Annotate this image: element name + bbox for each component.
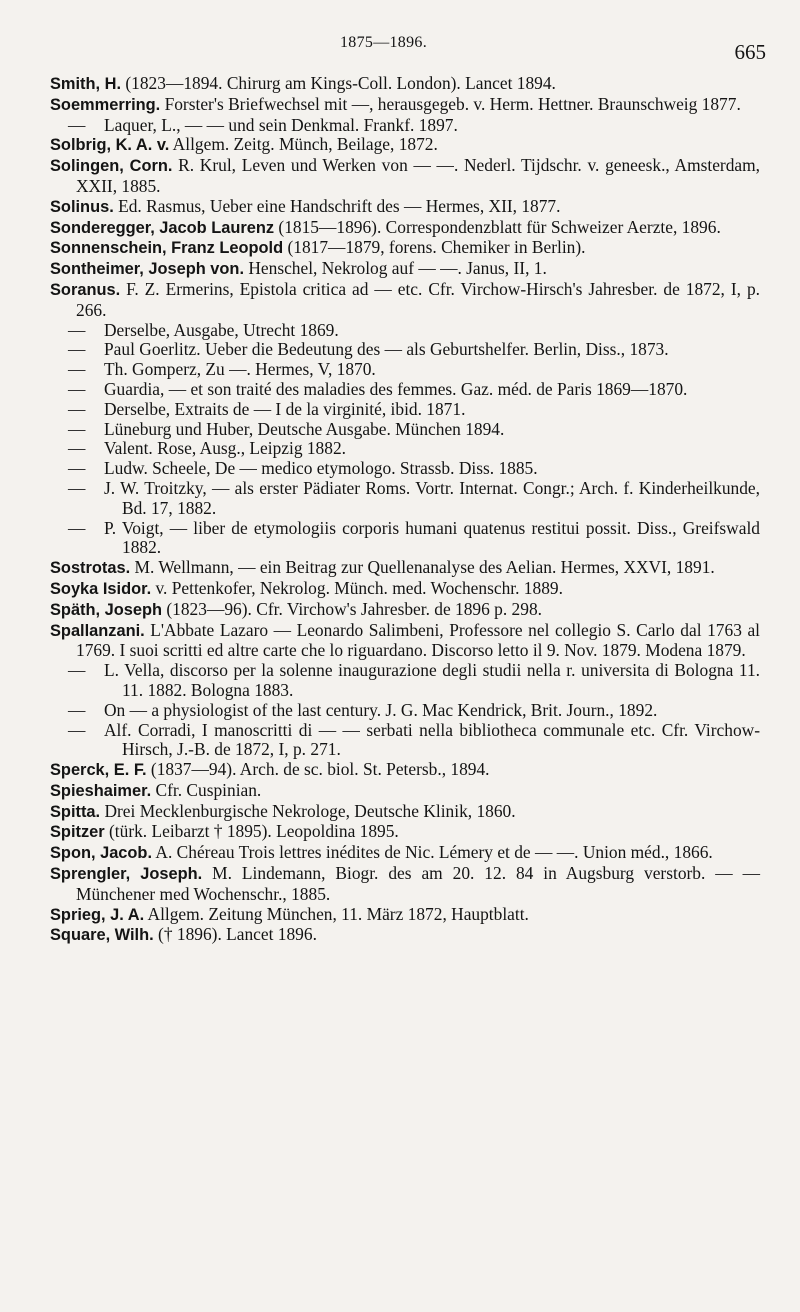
index-subentry <box>68 459 760 479</box>
entry-text: Paul Goerlitz. Ueber die Bedeutung des — als Geburtshelfer. Berlin, Diss., 1873. <box>104 339 669 360</box>
continuation-dash: — <box>68 719 86 740</box>
entry-text: Alf. Corradi, I manoscritti di — — serbati nella bibliotheca communale etc. Cfr. Virchow-Hirsch, J.-B. de 1872, I, p. 271. <box>104 719 760 760</box>
index-entry <box>50 925 760 946</box>
index-entry <box>50 238 760 259</box>
index-subentry <box>68 116 760 136</box>
entry-text: Ed. Rasmus, Ueber eine Handschrift des — Hermes, XII, 1877. <box>113 195 561 216</box>
continuation-dash: — <box>68 359 86 380</box>
entry-text: F. Z. Ermerins, Epistola critica ad — etc. Cfr. Virchow-Hirsch's Jahresber. de 1872, I, p. 266. <box>76 278 760 320</box>
entry-headword: Sperck, E. F. <box>50 761 147 780</box>
entry-text: M. Wellmann, — ein Beitrag zur Quellenanalyse des Aelian. Hermes, XXVI, 1891. <box>130 557 715 578</box>
entry-text: (1837—94). Arch. de sc. biol. St. Petersb., 1894. <box>146 759 490 780</box>
entry-text: (1823—1894. Chirurg am Kings-Coll. London). Lancet 1894. <box>121 73 556 93</box>
entry-headword: Sonnenschein, Franz Leopold <box>50 239 284 258</box>
entry-headword: Sonderegger, Jacob Laurenz <box>50 218 275 237</box>
index-subentry <box>68 400 760 420</box>
index-subentry <box>68 721 760 761</box>
entry-headword: Soemmerring. <box>50 95 161 114</box>
continuation-dash: — <box>68 418 86 439</box>
index-entry <box>50 74 760 95</box>
entry-text: Henschel, Nekrolog auf — —. Janus, II, 1. <box>244 258 547 279</box>
index-entry <box>50 843 760 864</box>
entry-headword: Spon, Jacob. <box>50 844 153 863</box>
entry-text: Valent. Rose, Ausg., Leipzig 1882. <box>104 438 346 459</box>
continuation-dash: — <box>68 319 86 340</box>
index-subentry <box>68 321 760 341</box>
continuation-dash: — <box>68 339 86 360</box>
entry-headword: Sprieg, J. A. <box>50 905 145 924</box>
continuation-dash: — <box>68 458 86 479</box>
continuation-dash: — <box>68 378 86 399</box>
entry-text: A. Chéreau Trois lettres inédites de Nic. Lémery et de — —. Union méd., 1866. <box>152 842 713 863</box>
index-entry <box>50 259 760 280</box>
entry-text: Derselbe, Extraits de — I de la virginité, ibid. 1871. <box>104 398 466 419</box>
entry-text: Drei Mecklenburgische Nekrologe, Deutsche Klinik, 1860. <box>100 800 516 821</box>
entry-text: On — a physiologist of the last century. J. G. Mac Kendrick, Brit. Journ., 1892. <box>104 699 658 720</box>
entry-text: Th. Gomperz, Zu —. Hermes, V, 1870. <box>104 359 376 380</box>
index-subentry <box>68 360 760 380</box>
entry-text: L'Abbate Lazaro — Leonardo Salimbeni, Professore nel collegio S. Carlo dal 1763 al 1769. I suoi scritti ed altre carte che lo riguardano. Discorso letto il 9. Nov. 1879. Modena 1879. <box>76 619 760 661</box>
index-entry <box>50 864 760 905</box>
index-entry <box>50 760 760 781</box>
index-entry <box>50 781 760 802</box>
entry-text: (1817—1879, forens. Chemiker in Berlin). <box>283 237 586 258</box>
entry-text: Allgem. Zeitg. Münch, Beilage, 1872. <box>169 134 438 155</box>
continuation-dash: — <box>68 660 86 681</box>
index-entry <box>50 822 760 843</box>
entry-text: L. Vella, discorso per la solenne inaugurazione degli studii nella r. universita di Bologna 11. 11. 1882. Bologna 1883. <box>104 660 760 700</box>
entry-text: Forster's Briefwechsel mit —, herausgegeb. v. Herm. Hettner. Braunschweig 1877. <box>160 93 741 114</box>
entry-headword: Smith, H. <box>50 75 122 93</box>
index-entry <box>50 600 760 621</box>
entry-headword: Solingen, Corn. <box>50 157 173 176</box>
entry-text: Laquer, L., — — und sein Denkmal. Frankf. 1897. <box>104 114 458 135</box>
index-entry <box>50 95 760 116</box>
entry-headword: Square, Wilh. <box>50 926 154 945</box>
index-subentry <box>68 439 760 459</box>
entry-text: Guardia, — et son traité des maladies des femmes. Gaz. méd. de Paris 1869—1870. <box>104 378 688 399</box>
continuation-dash: — <box>68 398 86 419</box>
index-entries <box>50 74 760 946</box>
entry-headword: Solbrig, K. A. v. <box>50 136 170 155</box>
index-entry <box>50 218 760 239</box>
entry-text: J. W. Troitzky, — als erster Pädiater Roms. Vortr. Internat. Congr.; Arch. f. Kinderheilkunde, Bd. 17, 1882. <box>104 477 760 518</box>
entry-headword: Sostrotas. <box>50 559 131 578</box>
entry-text: P. Voigt, — liber de etymologiis corporis humani quatenus restitui possit. Diss., Greifswald 1882. <box>104 517 760 558</box>
index-entry <box>50 621 760 662</box>
index-subentry <box>68 340 760 360</box>
entry-headword: Spallanzani. <box>50 621 145 640</box>
running-head-years: 1875—1896. <box>340 34 427 51</box>
entry-headword: Sprengler, Joseph. <box>50 865 203 884</box>
index-subentry <box>68 701 760 721</box>
entry-text: (türk. Leibarzt † 1895). Leopoldina 1895. <box>104 821 399 842</box>
continuation-dash: — <box>68 699 86 720</box>
entry-headword: Soyka Isidor. <box>50 579 152 598</box>
entry-headword: Spitzer <box>50 823 105 842</box>
index-entry <box>50 135 760 156</box>
index-subentry <box>68 420 760 440</box>
continuation-dash: — <box>68 517 86 538</box>
entry-text: Cfr. Cuspinian. <box>151 779 262 800</box>
entry-text: M. Lindemann, Biogr. des am 20. 12. 84 in Augsburg verstorb. — — Münchener med Wochenschr., 1885. <box>76 863 761 904</box>
entry-headword: Späth, Joseph <box>50 600 163 619</box>
index-entry <box>50 558 760 579</box>
continuation-dash: — <box>68 477 86 498</box>
entry-text: v. Pettenkofer, Nekrolog. Münch. med. Wochenschr. 1889. <box>151 577 563 598</box>
entry-text: (1823—96). Cfr. Virchow's Jahresber. de 1896 p. 298. <box>162 598 542 619</box>
index-entry <box>50 156 760 197</box>
index-subentry <box>68 479 760 519</box>
index-entry <box>50 802 760 823</box>
continuation-dash: — <box>68 438 86 459</box>
entry-text: Lüneburg und Huber, Deutsche Ausgabe. München 1894. <box>104 418 505 439</box>
entry-text: Derselbe, Ausgabe, Utrecht 1869. <box>104 319 339 340</box>
index-subentry <box>68 380 760 400</box>
entry-text: Allgem. Zeitung München, 11. März 1872, Hauptblatt. <box>144 903 529 924</box>
running-head <box>0 32 800 62</box>
entry-headword: Spieshaimer. <box>50 781 152 800</box>
entry-text: Ludw. Scheele, De — medico etymologo. Strassb. Diss. 1885. <box>104 458 538 479</box>
entry-text: R. Krul, Leven und Werken von — —. Nederl. Tijdschr. v. geneesk., Amsterdam, XXII, 1885. <box>76 155 761 196</box>
entry-text: († 1896). Lancet 1896. <box>153 924 317 945</box>
entry-headword: Sontheimer, Joseph von. <box>50 260 244 279</box>
index-subentry <box>68 661 760 701</box>
index-entry <box>50 579 760 600</box>
index-entry <box>50 280 760 321</box>
index-subentry <box>68 519 760 559</box>
continuation-dash: — <box>68 114 86 135</box>
entry-headword: Solinus. <box>50 197 114 216</box>
entry-headword: Spitta. <box>50 802 101 821</box>
entry-text: (1815—1896). Correspondenzblatt für Schweizer Aerzte, 1896. <box>274 216 721 237</box>
entry-headword: Soranus. <box>50 280 121 299</box>
index-entry <box>50 905 760 926</box>
page-number: 665 <box>734 40 766 64</box>
index-entry <box>50 197 760 218</box>
